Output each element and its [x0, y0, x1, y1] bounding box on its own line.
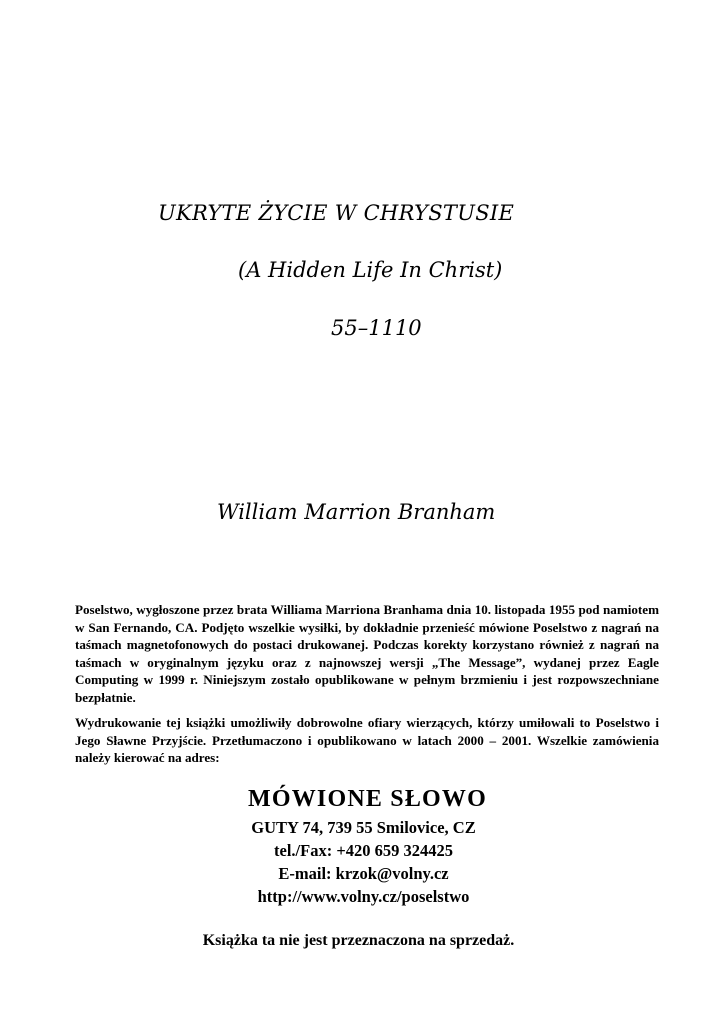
document-subtitle: (A Hidden Life In Christ) [238, 258, 503, 282]
publisher-email: E-mail: krzok@volny.cz [278, 864, 449, 883]
sermon-code: 55–1110 [331, 316, 422, 340]
publication-note-paragraph: Poselstwo, wygłoszone przez brata Williama Marriona Branhama dnia 10. listopada 1955 pod namiotem w San Fernando, CA. Podjęto wszelkie wysiłki, by dokładnie przenieść mówione Poselstwo z nagrań na taśmach magnetofonowych do postaci drukowanej. Podczas korekty korzystano również z nagrań na taśmach w oryginalnym języku oraz z najnowszej wersji „The Message”, wydanej przez Eagle Computing w 1999 r. Niniejszym zostało opublikowane w pełnym brzmieniu i jest rozpowszechniane bezpłatnie. [75, 602, 659, 705]
publisher-phone: tel./Fax: +420 659 324425 [274, 841, 453, 860]
publisher-name: MÓWIONE SŁOWO [248, 786, 487, 812]
publisher-website: http://www.volny.cz/poselstwo [257, 887, 470, 906]
publisher-address: GUTY 74, 739 55 Smilovice, CZ [251, 818, 476, 837]
donation-note-paragraph: Wydrukowanie tej książki umożliwiły dobrowolne ofiary wierzących, którzy umiłowali to Poselstwo i Jego Sławne Przyjście. Przetłumaczono i opublikowano w latach 2000 – 2001. Wszelkie zamówienia należy kierować na adres: [75, 715, 659, 766]
document-title: UKRYTE ŻYCIE W CHRYSTUSIE [158, 201, 515, 225]
not-for-sale-notice: Książka ta nie jest przeznaczona na sprzedaż. [202, 932, 515, 949]
author-name: William Marrion Branham [217, 500, 496, 524]
